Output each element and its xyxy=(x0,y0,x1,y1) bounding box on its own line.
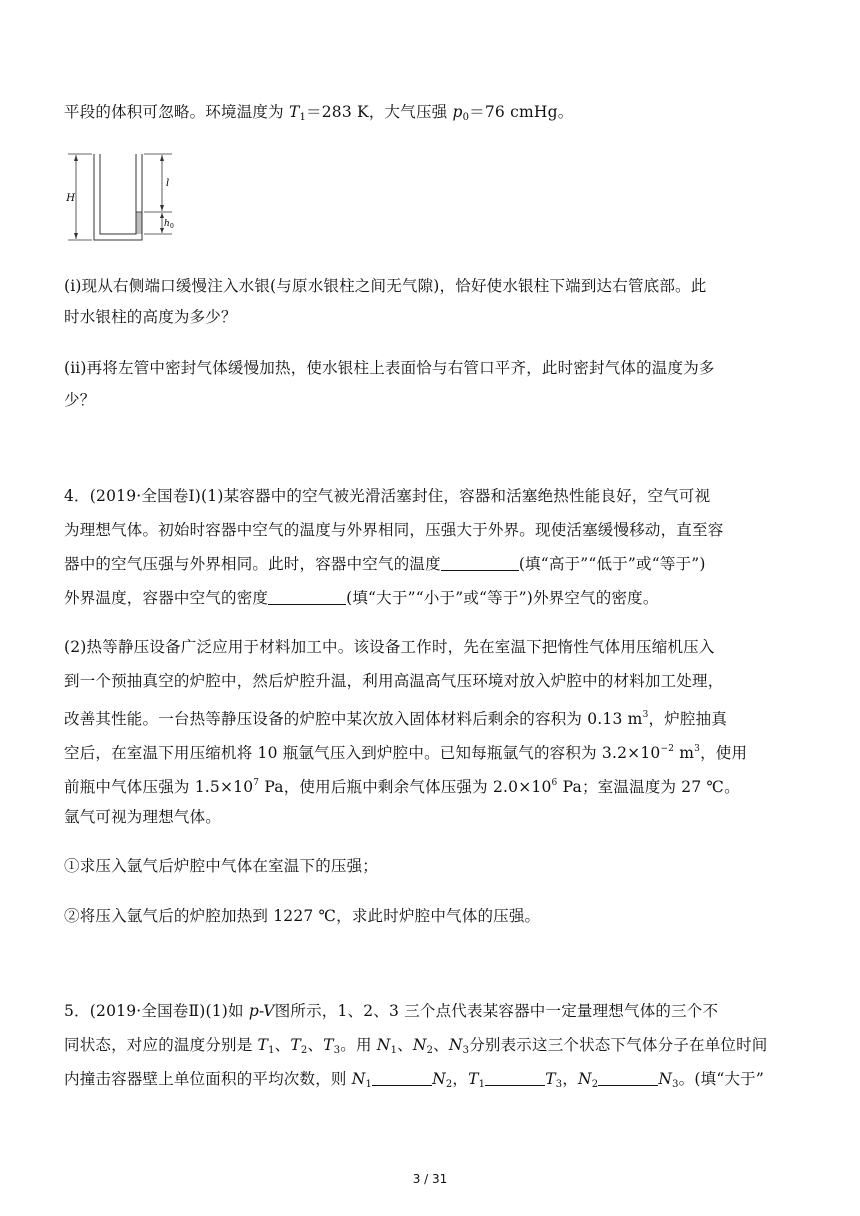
problem4-line4: 外界温度，容器中空气的密度 (填“大于”“小于”或“等于”)外界空气的密度。 xyxy=(64,589,659,607)
answer-blank xyxy=(598,1071,658,1086)
label-l: l xyxy=(166,178,170,189)
problem4-line11: ①求压入氩气后炉腔中气体在室温下的压强； xyxy=(64,857,379,875)
page-number: 3 / 31 xyxy=(412,1172,448,1186)
label-H: H xyxy=(66,193,75,204)
problem4-line9: 前瓶中气体压强为 $1.5\times 10^7$ Pa，使用后瓶中剩余气体压强为 $2.0\times 10^6$ Pa；室温温度为 27 ℃。 xyxy=(64,778,740,796)
problem4-line10: 氩气可视为理想气体。 xyxy=(64,808,222,826)
problem5-line3: 内撞击容器壁上单位面积的平均次数，则 $N_1$ $N_2$，$T_1$ $T_3$，$N_2$ $N_3$。(填“大于” xyxy=(64,1070,764,1090)
u-tube-figure xyxy=(64,152,184,244)
problem3-text-line: 平段的体积可忽略。环境温度为 $T_1=283$ K，大气压强 $p_0=76$ cmHg。 xyxy=(64,103,574,123)
question-i-line2: 时水银柱的高度为多少？ xyxy=(64,308,237,326)
problem5-line1: 5．(2019·全国卷Ⅱ)(1)如 p-V图所示，1、2、3 三个点代表某容器中一定量理想气体的三个不 xyxy=(64,1002,719,1020)
question-ii-line2: 少？ xyxy=(64,391,96,409)
answer-blank xyxy=(485,1071,545,1086)
problem4-line3: 器中的空气压强与外界相同。此时，容器中空气的温度 (填“高于”“低于”或“等于”) xyxy=(64,555,706,573)
problem4-line2: 为理想气体。初始时容器中空气的温度与外界相同，压强大于外界。现使活塞缓慢移动，直至容 xyxy=(64,521,724,539)
problem4-line12: ②将压入氩气后的炉腔加热到 1227 ℃，求此时炉腔中气体的压强。 xyxy=(64,907,541,925)
problem4-line7: 改善其性能。一台热等静压设备的炉腔中某次放入固体材料后剩余的容积为 0.13 $m^3$，炉腔抽真 xyxy=(64,710,728,728)
answer-blank xyxy=(372,1071,432,1086)
problem4-line5: (2)热等静压设备广泛应用于材料加工中。该设备工作时，先在室温下把惰性气体用压缩机压入 xyxy=(64,638,715,656)
problem5-line2: 同状态，对应的温度分别是 $T_1$、$T_2$、$T_3$。用 $N_1$、$N_2$、$N_3$分别表示这三个状态下气体分子在单位时间 xyxy=(64,1036,768,1056)
answer-blank xyxy=(268,590,346,605)
question-i-line1: (ⅰ)现从右侧端口缓慢注入水银(与原水银柱之间无气隙)，恰好使水银柱下端到达右管底部。此 xyxy=(64,277,707,295)
problem4-line1: 4．(2019·全国卷Ⅰ)(1)某容器中的空气被光滑活塞封住，容器和活塞绝热性能良好，空气可视 xyxy=(64,487,711,505)
label-h0-subscript: 0 xyxy=(170,223,174,230)
answer-blank xyxy=(441,556,519,571)
problem4-line6: 到一个预抽真空的炉腔中，然后炉腔升温，利用高温高气压环境对放入炉腔中的材料加工处理， xyxy=(64,672,724,690)
label-h0: h xyxy=(164,219,170,229)
problem4-line8: 空后，在室温下用压缩机将 10 瓶氩气压入到炉腔中。已知每瓶氩气的容积为 $3.2\times 10^{-2}$ $m^3$，使用 xyxy=(64,744,748,762)
question-ii-line1: (ⅱ)再将左管中密封气体缓慢加热，使水银柱上表面恰与右管口平齐，此时密封气体的温度为多 xyxy=(64,359,715,377)
